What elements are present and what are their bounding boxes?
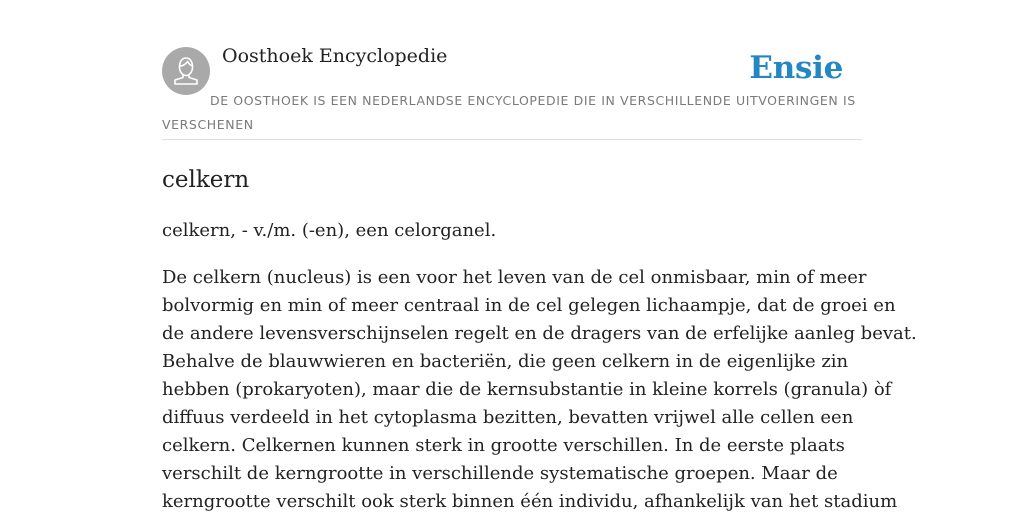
body-line: celkern. Celkernen kunnen sterk in grootte verschillen. In de eerste plaats [162,435,845,456]
body-line: bolvormig en min of meer centraal in de cel gelegen lichaampje, dat de groei en [162,295,896,316]
body-line: de andere levensverschijnselen regelt en de dragers van de erfelijke aanleg bevat. [162,323,917,344]
ensie-logo-link[interactable]: Ensie [749,50,843,86]
body-line: De celkern (nucleus) is een voor het leven van de cel onmisbaar, min of meer [162,267,867,288]
body-line: verschilt de kerngrootte in verschillende systematische groepen. Maar de [162,463,838,484]
body-line: kerngrootte verschilt ook sterk binnen één individu, afhankelijk van het stadium [162,491,898,512]
entry-article [162,165,917,512]
entry-lead: celkern, - v./m. (-en), een celorganel. [162,220,497,241]
source-tagline: DE OOSTHOEK IS EEN NEDERLANDSE ENCYCLOPEDIE DIE IN VERSCHILLENDE UITVOERINGEN IS VERSCHENEN [162,93,856,132]
source-title-link[interactable]: Oosthoek Encyclopedie [222,45,448,67]
user-avatar-icon[interactable] [162,47,210,95]
entry-body [162,264,917,512]
body-line: hebben (prokaryoten), maar die de kernsubstantie in kleine korrels (granula) òf [162,379,892,400]
entry-title: celkern [162,167,250,193]
source-header [162,0,862,140]
body-line: diffuus verdeeld in het cytoplasma bezitten, bevatten vrijwel alle cellen een [162,407,854,428]
page [162,0,917,512]
body-line: Behalve de blauwwieren en bacteriën, die geen celkern in de eigenlijke zin [162,351,849,372]
